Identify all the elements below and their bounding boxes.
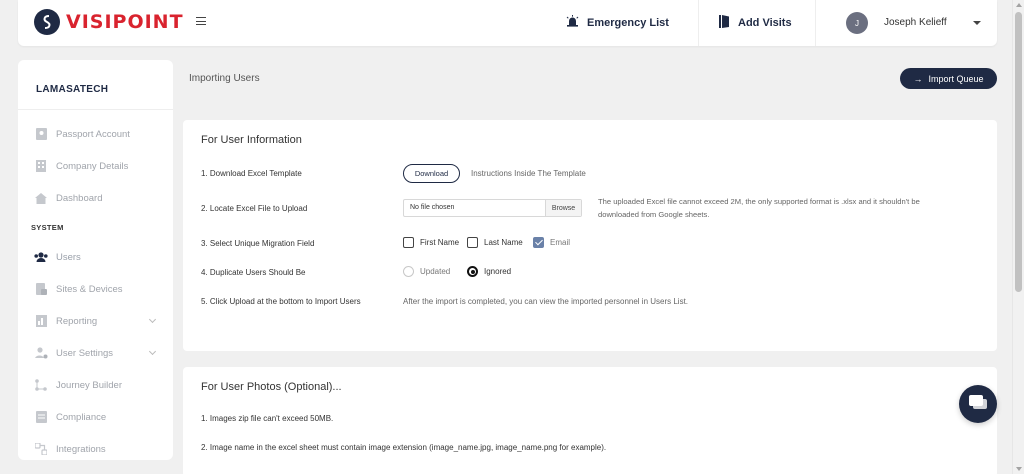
scroll-up-icon[interactable]	[1016, 3, 1022, 7]
card-title: For User Photos (Optional)...	[201, 381, 342, 393]
integrations-icon	[34, 443, 48, 455]
arrow-right-icon: →	[913, 73, 923, 84]
sidebar-item-label: Company Details	[56, 160, 129, 172]
sidebar-item-compliance[interactable]	[18, 406, 173, 428]
import-queue-label: Import Queue	[928, 73, 984, 84]
add-visits-label: Add Visits	[738, 17, 792, 29]
sidebar-item-label: User Settings	[56, 347, 114, 359]
sidebar-item-label: Dashboard	[56, 192, 103, 204]
sidebar-item-passport-account[interactable]	[18, 123, 173, 145]
chat-widget-button[interactable]	[959, 385, 997, 423]
report-icon	[34, 315, 48, 327]
users-icon	[34, 251, 48, 263]
photo-note: 2. Image name in the excel sheet must contain image extension (image_name.jpg, image_name.png for example).	[201, 443, 607, 452]
download-hint: Instructions Inside The Template	[471, 169, 586, 178]
radio-label: Ignored	[484, 267, 512, 276]
sidebar-item-label: Passport Account	[56, 128, 130, 140]
sidebar-item-dashboard[interactable]	[18, 187, 173, 209]
logo-text: VISIPOINT	[66, 11, 184, 33]
scrollbar-thumb[interactable]	[1015, 12, 1022, 292]
user-information-card	[183, 120, 997, 351]
door-icon	[719, 15, 730, 31]
card-title: For User Information	[201, 134, 302, 146]
siren-icon	[566, 15, 579, 30]
import-queue-button[interactable]	[900, 68, 997, 89]
checkbox-box[interactable]	[533, 237, 544, 248]
page-scrollbar[interactable]	[1012, 0, 1024, 474]
emergency-list-button[interactable]	[566, 15, 669, 30]
checkbox-box[interactable]	[467, 237, 478, 248]
sidebar-item-reporting[interactable]	[18, 310, 173, 332]
compliance-icon	[34, 411, 48, 423]
header-divider	[815, 0, 816, 46]
file-hint: downloaded from Google sheets.	[598, 210, 710, 219]
download-template-button[interactable]: Download	[403, 164, 460, 183]
sidebar-item-label: Compliance	[56, 411, 107, 423]
sidebar-item-label: Users	[56, 251, 81, 263]
file-upload-field[interactable]	[403, 199, 582, 217]
user-photos-card	[183, 367, 997, 474]
chevron-down-icon[interactable]	[973, 21, 981, 25]
building-icon	[34, 160, 48, 172]
step-label: 5. Click Upload at the bottom to Import Users	[201, 297, 361, 306]
checkbox-last-name[interactable]	[467, 237, 523, 248]
chevron-down-icon	[149, 348, 156, 355]
sidebar-item-label: Integrations	[56, 443, 106, 455]
step-label: 2. Locate Excel File to Upload	[201, 204, 308, 213]
scroll-down-icon[interactable]	[1016, 467, 1022, 471]
sidebar-item-label: Sites & Devices	[56, 283, 123, 295]
logo-mark-icon	[34, 9, 60, 35]
photo-note: 1. Images zip file can't exceed 50MB.	[201, 414, 334, 423]
sidebar-item-label: Reporting	[56, 315, 98, 327]
chat-icon	[969, 395, 987, 413]
radio-dot[interactable]	[403, 266, 414, 277]
home-icon	[34, 192, 48, 204]
sidebar-item-users[interactable]	[18, 246, 173, 268]
checkbox-first-name[interactable]	[403, 237, 459, 248]
radio-ignored[interactable]	[467, 266, 511, 277]
organization-name: LAMASATECH	[18, 60, 173, 110]
file-value: No file chosen	[410, 204, 455, 211]
sidebar-item-sites-devices[interactable]	[18, 278, 173, 300]
emergency-list-label: Emergency List	[587, 16, 669, 29]
radio-updated[interactable]	[403, 266, 450, 277]
step-label: 3. Select Unique Migration Field	[201, 239, 315, 248]
sidebar-item-integrations[interactable]	[18, 438, 173, 460]
section-label-system: SYSTEM	[31, 223, 64, 232]
checkbox-email[interactable]	[533, 237, 570, 248]
logo[interactable]	[34, 9, 184, 35]
step-label: 1. Download Excel Template	[201, 169, 302, 178]
user-name[interactable]: Joseph Kelieff	[884, 17, 947, 28]
add-visits-button[interactable]	[719, 15, 792, 31]
checkbox-box[interactable]	[403, 237, 414, 248]
checkbox-label: First Name	[420, 238, 460, 247]
hamburger-menu-icon[interactable]	[196, 17, 206, 25]
radio-dot[interactable]	[467, 266, 478, 277]
file-hint: The uploaded Excel file cannot exceed 2M, the only supported format is .xlsx and it shouldn't be	[598, 197, 920, 206]
sidebar-item-company-details[interactable]	[18, 155, 173, 177]
sidebar	[18, 60, 173, 460]
chevron-down-icon	[149, 316, 156, 323]
avatar[interactable]: J	[846, 12, 868, 34]
checkbox-label: Email	[550, 238, 571, 247]
sidebar-item-user-settings[interactable]	[18, 342, 173, 364]
devices-icon	[34, 283, 48, 295]
page-title: Importing Users	[189, 73, 260, 84]
step-label: 4. Duplicate Users Should Be	[201, 268, 306, 277]
journey-icon	[34, 379, 48, 391]
header-divider	[698, 0, 699, 46]
radio-label: Updated	[420, 267, 451, 276]
passport-icon	[34, 128, 48, 140]
sidebar-item-label: Journey Builder	[56, 379, 123, 391]
user-settings-icon	[34, 347, 48, 359]
checkbox-label: Last Name	[484, 238, 523, 247]
step5-hint: After the import is completed, you can view the imported personnel in Users List.	[403, 297, 689, 306]
browse-button[interactable]: Browse	[545, 200, 581, 216]
sidebar-item-journey-builder[interactable]	[18, 374, 173, 396]
top-header	[18, 0, 997, 46]
